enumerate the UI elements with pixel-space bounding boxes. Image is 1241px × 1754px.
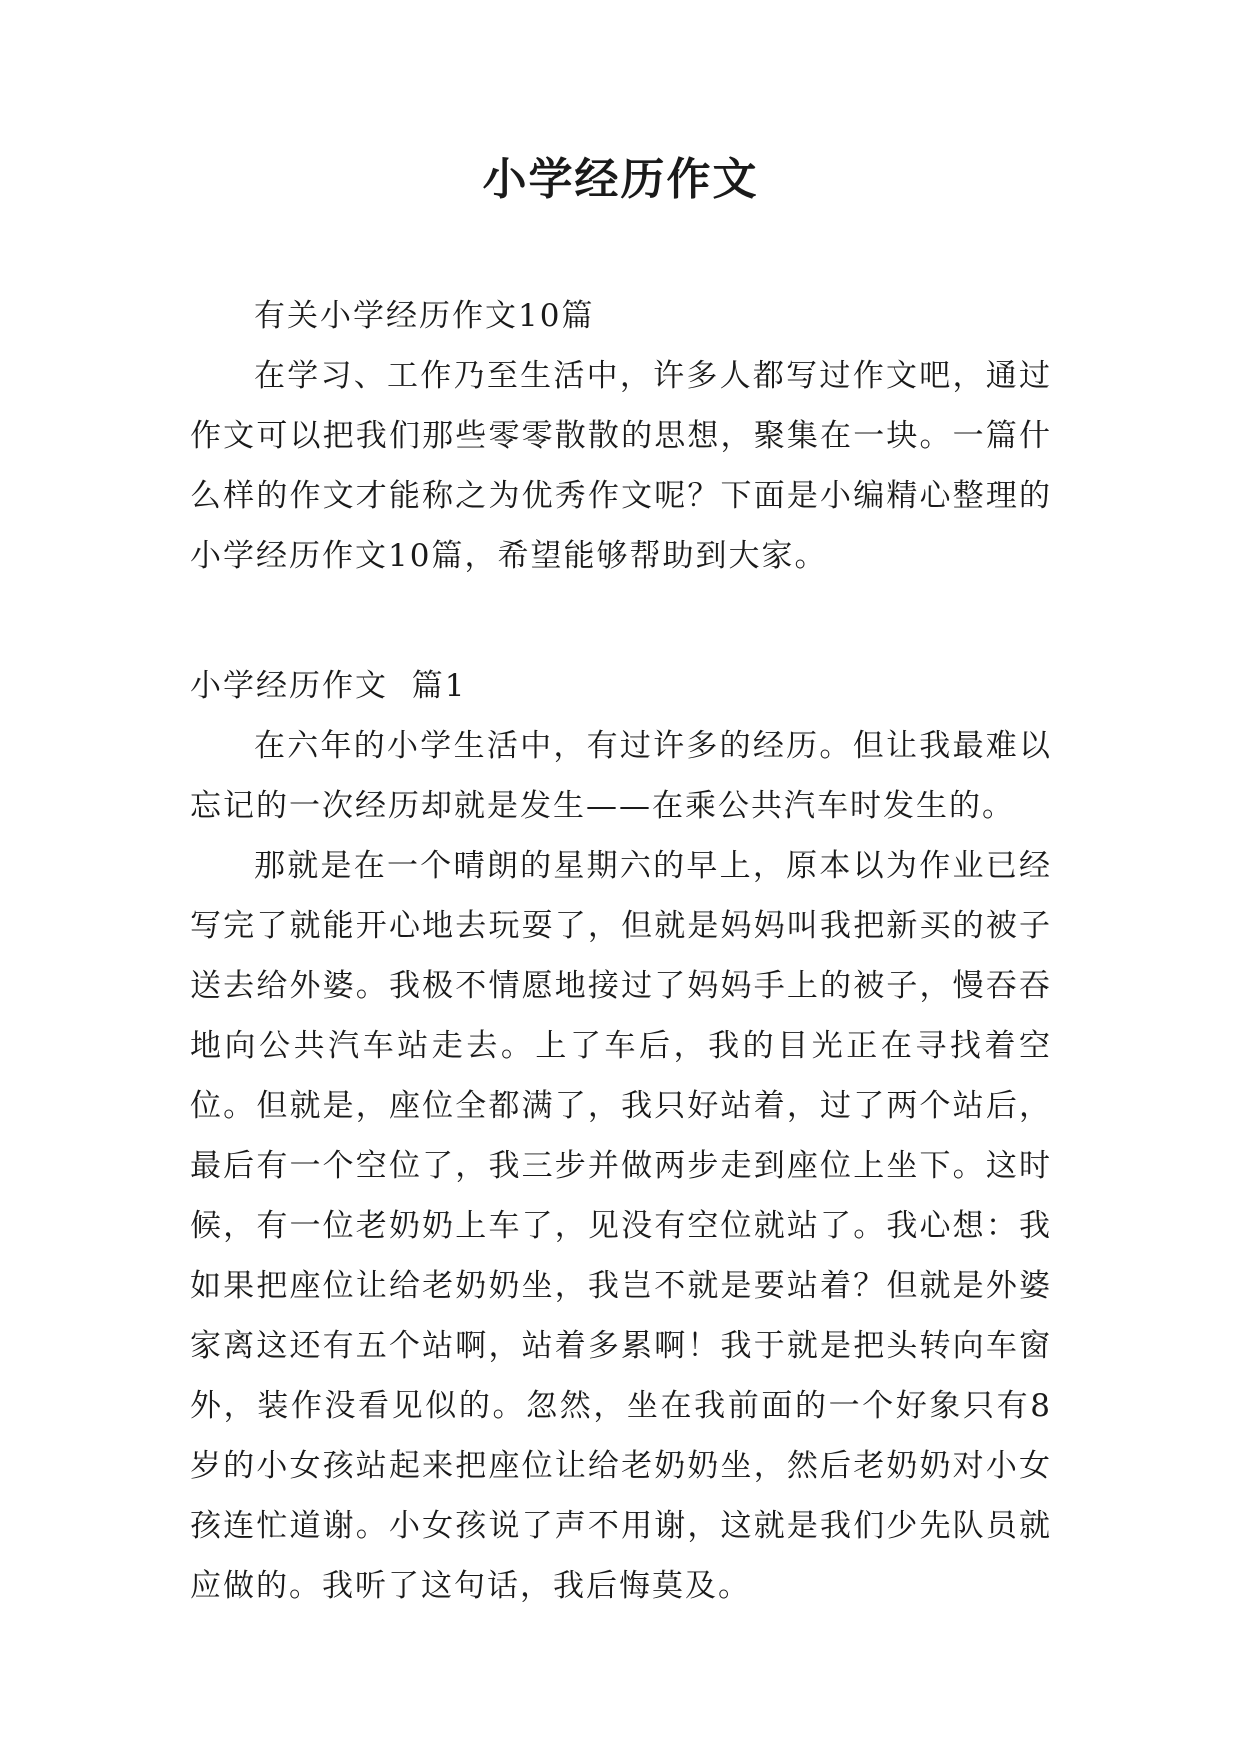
document-subtitle: 有关小学经历作文10篇: [254, 298, 595, 334]
document-body: [190, 286, 1052, 1616]
section-spacer: [190, 586, 1052, 656]
document-title: 小学经历作文: [482, 154, 759, 205]
section-heading: 小学经历作文 篇1: [190, 668, 467, 704]
intro-paragraph: 在学习、工作乃至生活中，许多人都写过作文吧，通过作文可以把我们那些零零散散的思想，聚集在一块。一篇什么样的作文才能称之为优秀作文呢？下面是小编精心整理的小学经历作文10篇，希望能够帮助到大家。: [190, 358, 1052, 574]
body-paragraph: 那就是在一个晴朗的星期六的早上，原本以为作业已经写完了就能开心地去玩耍了，但就是妈妈叫我把新买的被子送去给外婆。我极不情愿地接过了妈妈手上的被子，慢吞吞地向公共汽车站走去。上了车后，我的目光正在寻找着空位。但就是，座位全都满了，我只好站着，过了两个站后，最后有一个空位了，我三步并做两步走到座位上坐下。这时候，有一位老奶奶上车了，见没有空位就站了。我心想：我如果把座位让给老奶奶坐，我岂不就是要站着？但就是外婆家离这还有五个站啊，站着多累啊！我于就是把头转向车窗外，装作没看见似的。忽然，坐在我前面的一个好象只有8岁的小女孩站起来把座位让给老奶奶坐，然后老奶奶对小女孩连忙道谢。小女孩说了声不用谢，这就是我们少先队员就应做的。我听了这句话，我后悔莫及。: [190, 848, 1052, 1604]
body-paragraph: 在六年的小学生活中，有过许多的经历。但让我最难以忘记的一次经历却就是发生——在乘公共汽车时发生的。: [190, 728, 1052, 824]
